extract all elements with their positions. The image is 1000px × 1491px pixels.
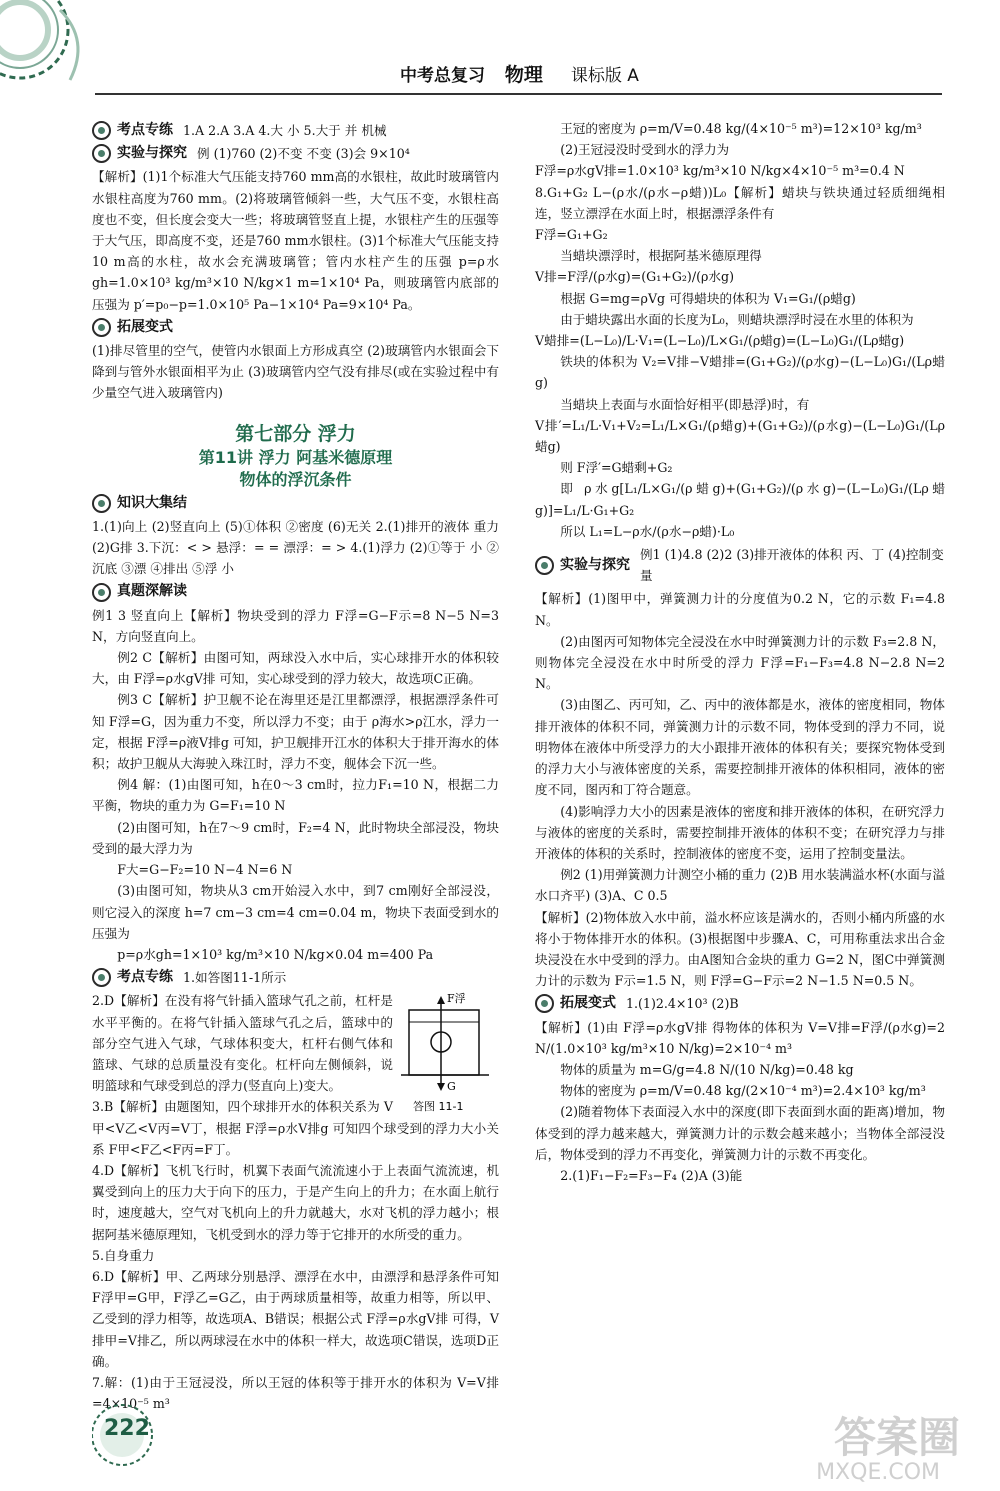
figure-label-buoyancy: F浮 bbox=[447, 992, 466, 1006]
section-title: 实验与探究 bbox=[117, 145, 187, 162]
answer-6: 6.D【解析】甲、乙两球分别悬浮、漂浮在水中，由漂浮和悬浮条件可知 F浮甲=G甲，F浮乙=G乙，由于两球质量相等，故重力相等，所以甲、乙受到的浮力相等，故选项A、B错误；根据公式 F浮=ρ水gV排 可得，V排甲=V排乙，所以两球浸在水中的体积一样大，故选项C错误，选项D正确。 bbox=[92, 1268, 499, 1369]
analysis-paragraph: 【解析】(2)物体放入水中前，溢水杯应该是满水的，否则小桶内所盛的水将小于物体排开水的体积。(3)根据图中步骤A、C，可用称重法求出合金块浸没在水中受到的浮力。由A图知合金块的重力 G=2 N，图C中弹簧测力计的示数为 F示=1.5 N，则 F浮=G−F示=2 N−1.5 N=0.5 N。 bbox=[535, 909, 945, 989]
example-4c-equation: p=ρ水gh=1×10³ kg/m³×10 N/kg×0.04 m=400 Pa bbox=[117, 946, 434, 962]
section-bullet-icon bbox=[92, 494, 111, 513]
example-4b: (2)由图可知，h在7～9 cm时，F₂=4 N，此时物块全部浸没，物块受到的最大浮力为 bbox=[92, 819, 499, 856]
section-title: 真题深解读 bbox=[117, 583, 187, 600]
answer-7: 7.解：(1)由于王冠浸没，所以王冠的体积等于排开水的体积为 V=V排=4×10⁻⁵ m³ bbox=[92, 1374, 499, 1412]
example-1: 例1 3 竖直向上【解析】物块受到的浮力 F浮=G−F示=8 N−5 N=3 N，方向竖直向上。 bbox=[92, 607, 499, 644]
answer-8: 8.G₁+G₂ L−(ρ水/(ρ水−ρ蜡))L₀【解析】蜡块与铁块通过轻质细绳相连，竖立漂浮在水面上时，根据漂浮条件有 bbox=[535, 184, 945, 221]
section-bullet-icon bbox=[535, 556, 554, 575]
section-bullet-icon bbox=[92, 583, 111, 602]
answer-line: 2.(1)F₁−F₂=F₃−F₄ (2)A (3)能 bbox=[560, 1167, 743, 1183]
section-title: 实验与探究 bbox=[560, 556, 630, 573]
edition-label: 课标版 A bbox=[570, 66, 639, 86]
header-rule bbox=[95, 93, 942, 95]
analysis-paragraph: 【解析】(1)图甲中，弹簧测力计的分度值为0.2 N，它的示数 F₁=4.8 N。 bbox=[535, 591, 945, 628]
section-extension-1 bbox=[92, 317, 499, 338]
section-answers: 1.(1)2.4×10³ (2)B bbox=[626, 996, 739, 1012]
section-title: 拓展变式 bbox=[560, 995, 616, 1012]
section-title: 考点专练 bbox=[117, 969, 173, 986]
analysis-paragraph: (4)影响浮力大小的因素是液体的密度和排开液体的体积，在研究浮力与液体的密度的关系时，需要控制排开液体的体积不变；在研究浮力与排开液体的体积的关系时，控制液体的密度不变，运用了控制变量法。 bbox=[535, 803, 945, 861]
book-title: 中考总复习 bbox=[400, 66, 485, 86]
section-answers: 1.如答图11-1所示 bbox=[183, 970, 287, 986]
section-answers: 例 (1)760 (2)不变 不变 (3)会 9×10⁴ bbox=[197, 146, 410, 162]
lecture-title: 第11讲 浮力 阿基米德原理 bbox=[198, 447, 393, 467]
section-knowledge bbox=[92, 493, 499, 514]
section-extension-2 bbox=[535, 993, 945, 1014]
analysis-paragraph: (2)随着物体下表面浸入水中的深度(即下表面到水面的距离)增加，物体受到的浮力越来越大，弹簧测力计的示数会越来越小；当物体全部浸没后，物体受到的浮力不再变化，弹簧测力计的示数不再变化。 bbox=[535, 1104, 945, 1162]
text-line: 根据 G=mg=ρVg 可得蜡块的体积为 V₁=G₁/(ρ蜡g) bbox=[560, 290, 856, 306]
subject-title: 物理 bbox=[504, 64, 543, 86]
section-bullet-icon bbox=[92, 121, 111, 140]
knowledge-answers: 1.(1)向上 (2)竖直向上 (5)①体积 ②密度 (6)无关 2.(1)排开的液体 重力 (2)G排 3.下沉：< > 悬浮：= = 漂浮：= > 4.(1)浮力 (2)①等于 小 ②沉底 ③漂 ④排出 ⑤浮 小 bbox=[92, 518, 499, 577]
equation-line: V排′=L₁/L·V₁+V₂=L₁/L×G₁/(ρ蜡g)+(G₁+G₂)/(ρ水g)−(L−L₀)G₁/(Lρ蜡g) bbox=[535, 417, 945, 455]
text-line: 当蜡块漂浮时，根据阿基米德原理得 bbox=[560, 248, 762, 264]
equation-line: V排=F浮/(ρ水g)=(G₁+G₂)/(ρ水g) bbox=[535, 269, 734, 285]
answer-4: 4.D【解析】飞机飞行时，机翼下表面气流流速小于上表面气流流速，机翼受到向上的压力大于向下的压力，于是产生向上的升力；在水面上航行时，速度越大，空气对飞机向上的升力就越大，水对飞机的浮力越小；根据阿基米德原理知，飞机受到水的浮力等于它排开的水所受的重力。 bbox=[92, 1162, 499, 1242]
section-experiment-1 bbox=[92, 143, 499, 164]
section-title: 考点专练 bbox=[117, 122, 173, 138]
text-line: 当蜡块上表面与水面恰好相平(即悬浮)时，有 bbox=[560, 396, 810, 412]
analysis-paragraph: (2)由图丙可知物体完全浸没在水中时弹簧测力计的示数 F₃=2.8 N，则物体完全浸没在水中时所受的浮力 F浮=F₁−F₃=4.8 N−2.8 N=2 N。 bbox=[535, 633, 945, 692]
equation-line: F浮=ρ水gV排=1.0×10³ kg/m³×10 N/kg×4×10⁻⁵ m³=0.4 N bbox=[535, 163, 905, 179]
analysis-paragraph: 【解析】(1)1个标准大气压能支持760 mm高的水银柱，故此时玻璃管内水银柱高度为760 mm。(2)将玻璃管倾斜一些，大气压不变，水银柱高度也不变，但长度会变大一些；将玻璃管竖直上提，水银柱产生的压强等于大气压，即高度不变，还是760 mm水银柱。(3)1个标准大气压能支持10 m高的水柱，故水会充满玻璃管；管内水柱产生的压强 p=ρ水gh=1.0×10³ kg/m³×10 N/kg×1 m=1×10⁴ Pa，则玻璃管内底部的压强为 p′=p₀−p=1.0×10⁵ Pa−1×10⁴ Pa=9×10⁴ Pa。 bbox=[92, 169, 499, 312]
watermark-logo: 答案圈 bbox=[833, 1413, 960, 1462]
section-bullet-icon bbox=[535, 994, 554, 1013]
section-experiment-2 bbox=[535, 544, 945, 586]
section-answers: 1.A 2.A 3.A 4.大 小 5.大于 并 机械 bbox=[183, 123, 387, 138]
page-number: 222 bbox=[104, 1416, 150, 1441]
left-column bbox=[92, 118, 499, 1414]
equation-line: 则 F浮′=G蜡剩+G₂ bbox=[560, 460, 673, 476]
equation-line: V蜡排=(L−L₀)/L·V₁=(L−L₀)/L×G₁/(ρ蜡g)=(L−L₀)G₁/(Lρ蜡g) bbox=[535, 333, 905, 349]
figure-label-gravity: G bbox=[447, 1080, 456, 1094]
answer-figure-11-1 bbox=[399, 990, 499, 1115]
section-bullet-icon bbox=[92, 144, 111, 163]
page-header bbox=[400, 60, 940, 90]
example-2-answer: 例2 (1)用弹簧测力计测空小桶的重力 (2)B 用水装满溢水杯(水面与溢水口齐平) (3)A、C 0.5 bbox=[535, 867, 945, 904]
text-line: 铁块的体积为 V₂=V排−V蜡排=(G₁+G₂)/(ρ水g)−(L−L₀)G₁/(Lρ蜡g) bbox=[535, 354, 945, 391]
section-bullet-icon bbox=[92, 968, 111, 987]
right-column bbox=[535, 118, 945, 1186]
equation-line: 即 ρ水g[L₁/L×G₁/(ρ蜡g)+(G₁+G₂)/(ρ水g)−(L−L₀)G₁/(Lρ蜡g)]=L₁/L·G₁+G₂ bbox=[535, 481, 945, 518]
equation-line: F浮=G₁+G₂ bbox=[535, 227, 608, 243]
extension-answers: (1)排尽管里的空气，使管内水银面上方形成真空 (2)玻璃管内水银面会下降到与管外水银面相平为止 (3)玻璃管内空气没有排尽(或在实验过程中有少量空气进入玻璃管内) bbox=[92, 343, 499, 401]
section-bullet-icon bbox=[92, 318, 111, 337]
example-3: 例3 C【解析】护卫舰不论在海里还是江里都漂浮，根据漂浮条件可知 F浮=G，因为重力不变，所以浮力不变；由于 ρ海水>ρ江水，浮力一定，根据 F浮=ρ液V排g 可知，护卫舰排开江水的体积大于排开海水的体积；故护卫舰从大海驶入珠江时，浮力不变，舰体会下沉一些。 bbox=[92, 692, 499, 772]
equation-line: 王冠的密度为 ρ=m/V=0.48 kg/(4×10⁻⁵ m³)=12×10³ kg/m³ bbox=[560, 121, 922, 136]
example-4c: (3)由图可知，物块从3 cm开始浸入水中，到7 cm刚好全部浸没，则它浸入的深度 h=7 cm−3 cm=4 cm=0.04 m，物块下表面受到水的压强为 bbox=[92, 883, 499, 941]
answer-3: 3.B【解析】由题图知，四个球排开水的体积关系为 V甲<V乙<V丙=V丁，根据 F浮=ρ水V排g 可知四个球受到的浮力大小关系 F甲<F乙<F丙=F丁。 bbox=[92, 1099, 499, 1157]
section-kaodian-2 bbox=[92, 967, 499, 988]
example-2: 例2 C【解析】由图可知，两球没入水中后，实心球排开水的体积较大，由 F浮=ρ水gV排 可知，实心球受到的浮力较大，故选项C正确。 bbox=[92, 650, 499, 687]
equation-line: 所以 L₁=L−ρ水/(ρ水−ρ蜡)·L₀ bbox=[560, 523, 735, 539]
lecture-subtitle: 物体的浮沉条件 bbox=[239, 469, 352, 489]
answer-2: 2.D【解析】在没有将气针插入篮球气孔之前，杠杆是水平平衡的。在将气针插入篮球气孔之后，篮球中的部分空气进入气球，气球体积变大，杠杆右侧气体和篮球、气球的总质量没有变化。杠杆向左侧倾斜，说明篮球和气球受到总的浮力(竖直向上)变大。 bbox=[92, 993, 393, 1094]
example-4b-equation: F大=G−F₂=10 N−4 N=6 N bbox=[117, 862, 293, 878]
part-title: 第七部分 浮力 bbox=[235, 422, 356, 445]
text-line: 由于蜡块露出水面的长度为L₀，则蜡块漂浮时浸在水里的体积为 bbox=[560, 311, 914, 327]
equation-line: 物体的质量为 m=G/g=4.8 N/(10 N/kg)=0.48 kg bbox=[560, 1061, 854, 1077]
section-answers: 例1 (1)4.8 (2)2 (3)排开液体的体积 丙、丁 (4)控制变量 bbox=[640, 547, 944, 584]
analysis-paragraph: (3)由图乙、丙可知，乙、丙中的液体都是水，液体的密度相同，物体排开液体的体积不同，弹簧测力计的示数不同，物体受到的浮力不同，说明物体在液体中所受浮力的大小跟排开液体的体积有关；要探究物体受到的浮力大小与液体密度的关系，需要控制排开液体的体积相同，液体的密度不同，图丙和丁符合题意。 bbox=[535, 697, 945, 798]
section-title: 知识大集结 bbox=[117, 494, 187, 511]
analysis-paragraph: 【解析】(1)由 F浮=ρ水gV排 得物体的体积为 V=V排=F浮/(ρ水g)=2 N/(1.0×10³ kg/m³×10 N/kg)=2×10⁻⁴ m³ bbox=[535, 1019, 945, 1056]
equation-line: 物体的密度为 ρ=m/V=0.48 kg/(2×10⁻⁴ m³)=2.4×10³ kg/m³ bbox=[560, 1083, 926, 1099]
example-4a: 例4 解：(1)由图可知，h在0～3 cm时，拉力F₁=10 N，根据二力平衡，物块的重力为 G=F₁=10 N bbox=[92, 777, 499, 814]
answer-5: 5.自身重力 bbox=[92, 1247, 155, 1263]
figure-caption: 答图 11-1 bbox=[413, 1100, 464, 1114]
section-title: 拓展变式 bbox=[117, 318, 173, 335]
section-real-exam bbox=[92, 581, 499, 602]
section-kaodian-1 bbox=[92, 120, 499, 141]
watermark-url: MXQE.COM bbox=[816, 1460, 940, 1485]
text-line: (2)王冠浸没时受到水的浮力为 bbox=[560, 142, 730, 158]
